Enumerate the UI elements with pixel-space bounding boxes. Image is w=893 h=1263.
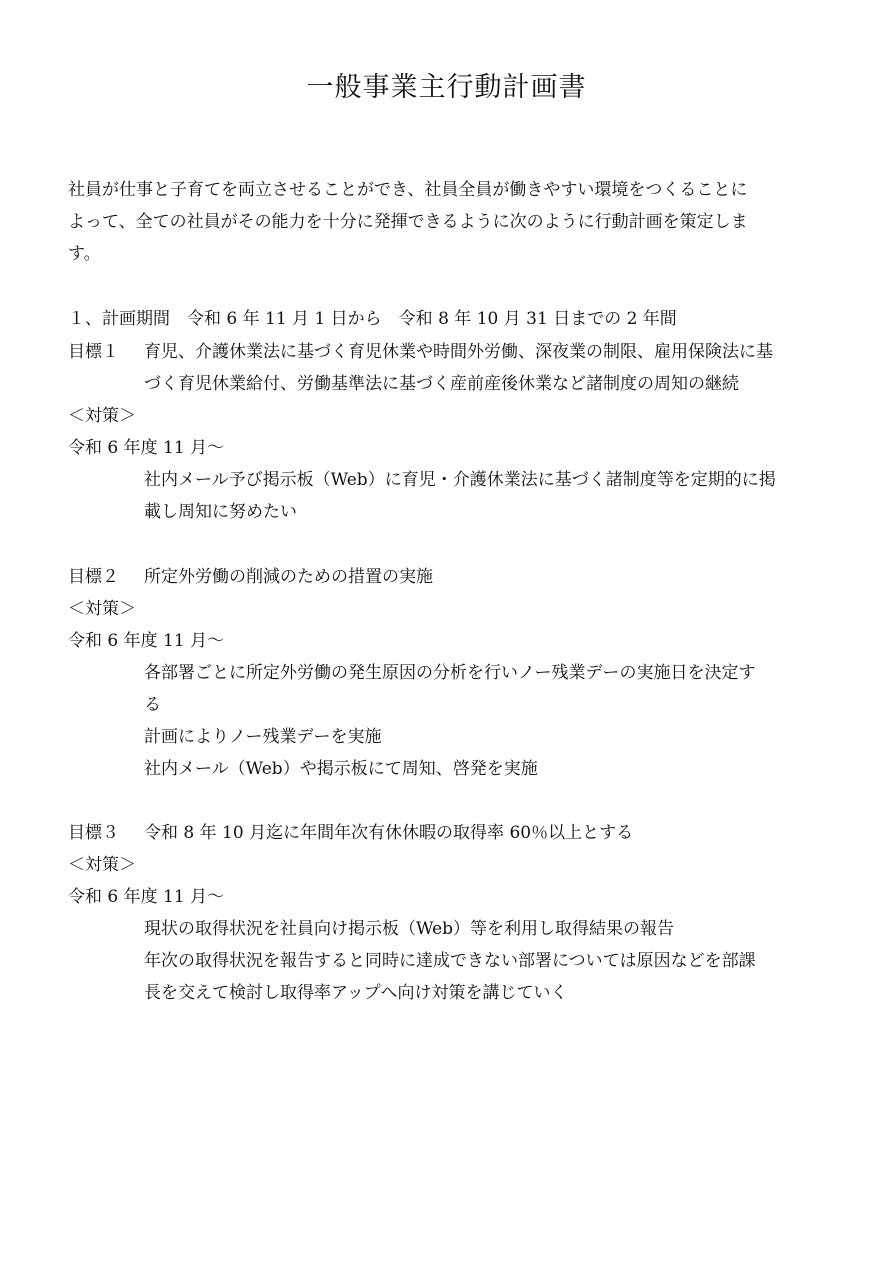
intro-line-2: よって、全ての社員がその能力を十分に発揮できるように次のように行動計画を策定しま [68,212,748,232]
goal-2-measure-line: る [144,695,161,715]
goal-3-measure-line: 現状の取得状況を社員向け掲示板（Web）等を利用し取得結果の報告 [144,919,675,939]
goal-2-label: 目標２ [68,567,119,587]
goal-1-text-line-1: 育児、介護休業法に基づく育児休業や時間外労働、深夜業の制限、雇用保険法に基 [144,342,773,362]
goal-2-heading [68,561,433,593]
intro-line-1: 社員が仕事と子育てを両立させることができ、社員全員が働きやすい環境をつくることに [68,180,748,200]
goal-1-measure-line: 載し周知に努めたい [144,502,297,522]
goal-2-measure-line: 計画によりノー残業デーを実施 [144,727,382,747]
goal-1-heading [68,336,773,368]
page-title: 一般事業主行動計画書 [306,72,587,103]
intro-line-3: す。 [68,244,101,264]
goal-2-measure-line: 各部署ごとに所定外労働の発生原因の分析を行いノー残業デーの実施日を決定す [144,663,756,683]
goal-3-measures-heading: ＜対策＞ [68,855,136,875]
goal-3-label: 目標３ [68,823,119,843]
goal-2-measure-line: 社内メール（Web）や掲示板にて周知、啓発を実施 [144,759,538,779]
goal-3-measure-line: 年次の取得状況を報告すると同時に達成できない部署については原因などを部課 [144,951,756,971]
goal-2-measures-date: 令和 6 年度 11 月～ [68,631,225,651]
goal-3-measures-date: 令和 6 年度 11 月～ [68,887,225,907]
goal-2-text-line-1: 所定外労働の削減のための措置の実施 [144,567,433,587]
goal-3-measure-line: 長を交えて検討し取得率アップへ向け対策を講じていく [144,983,568,1003]
goal-1-measures-date: 令和 6 年度 11 月～ [68,438,225,458]
goal-1-label: 目標１ [68,342,119,362]
goal-3-heading [68,817,633,849]
plan-period: １、計画期間 令和 6 年 11 月 1 日から 令和 8 年 10 月 31 日までの 2 年間 [68,309,677,329]
goal-2-measures-heading: ＜対策＞ [68,599,136,619]
goal-1-measures-heading: ＜対策＞ [68,406,136,426]
goal-1-measure-line: 社内メール予び掲示板（Web）に育児・介護休業法に基づく諸制度等を定期的に掲 [144,470,776,490]
goal-1-text-line-2: づく育児休業給付、労働基準法に基づく産前産後休業など諸制度の周知の継続 [144,374,739,394]
goal-3-text-line-1: 令和 8 年 10 月迄に年間年次有休休暇の取得率 60％以上とする [144,823,634,843]
